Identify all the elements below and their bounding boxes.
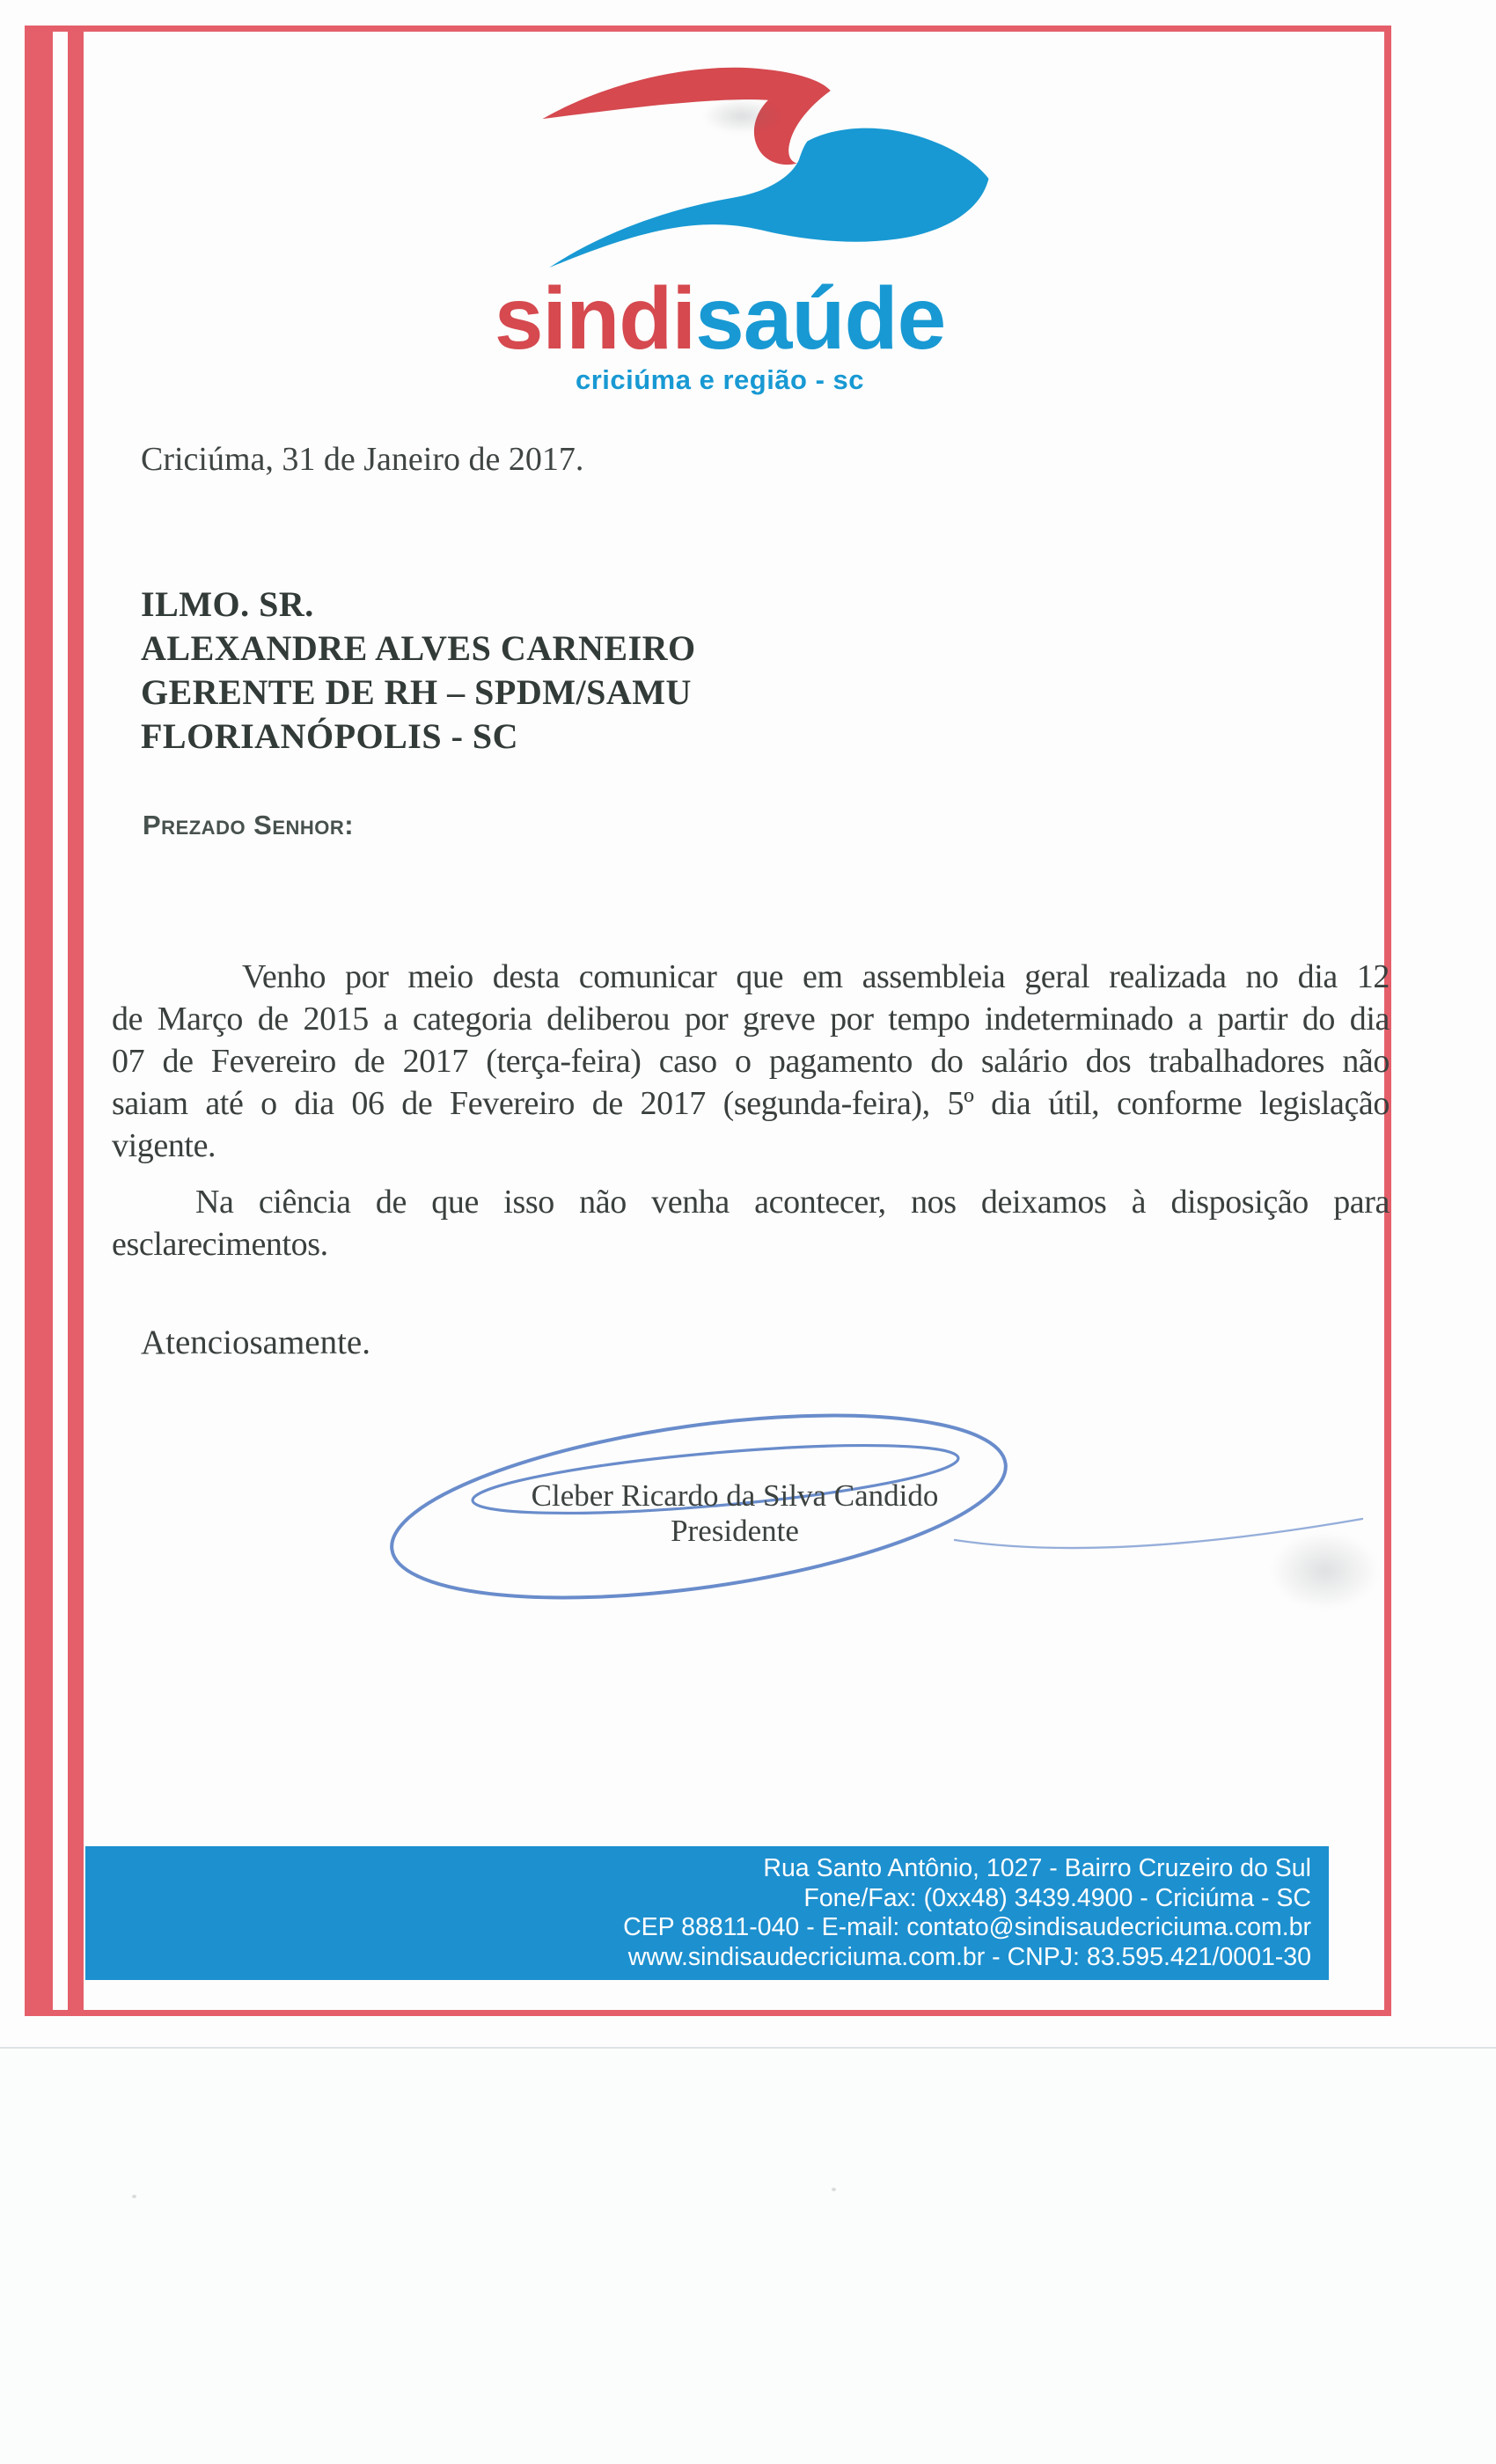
body-line: Venho por meio desta comunicar que em assembleia geral realizada no dia 12 [242, 958, 1390, 995]
recipient-block [141, 583, 696, 759]
scanner-background [0, 2049, 1496, 2464]
body-line: vigente. [112, 1127, 216, 1164]
body-paragraph-1 [112, 956, 1390, 1167]
logo-wordmark [104, 269, 1336, 368]
scan-speck [832, 2188, 836, 2191]
frame-bottom-rule [25, 2010, 1391, 2016]
signature-title: Presidente [671, 1514, 799, 1548]
date-line: Criciúma, 31 de Janeiro de 2017. [141, 441, 584, 478]
frame-top-rule [25, 26, 1391, 32]
scan-speck [132, 2195, 136, 2198]
frame-left-stripe-wide [25, 26, 53, 2016]
logo-subtitle: criciúma e região - sc [575, 364, 865, 395]
body-line: de Março de 2015 a categoria deliberou por greve por tempo indeterminado a partir do dia [112, 1001, 1390, 1038]
body-paragraph-2 [112, 1181, 1390, 1265]
frame-left-stripe-narrow [68, 26, 84, 2016]
scan-smudge [1270, 1531, 1380, 1610]
sindisaude-swoosh-icon [524, 62, 1003, 272]
body-line: saiam até o dia 06 de Fevereiro de 2017 (segunda-feira), 5º dia útil, conforme legislação [112, 1085, 1390, 1122]
salutation: Prezado Senhor: [143, 810, 355, 840]
footer-line-email: CEP 88811-040 - E-mail: contato@sindisaudecriciuma.com.br [623, 1913, 1311, 1941]
signature-name: Cleber Ricardo da Silva Candido [531, 1478, 939, 1513]
logo-wordmark-saude: saúde [695, 269, 946, 368]
footer-line-phone: Fone/Fax: (0xx48) 3439.4900 - Criciúma - SC [803, 1883, 1311, 1912]
closing: Atenciosamente. [141, 1324, 370, 1361]
recipient-line: FLORIANÓPOLIS - SC [141, 716, 519, 756]
recipient-line: ALEXANDRE ALVES CARNEIRO [141, 628, 696, 668]
footer-line-address: Rua Santo Antônio, 1027 - Bairro Cruzeiro do Sul [763, 1854, 1311, 1882]
body-line: 07 de Fevereiro de 2017 (terça-feira) caso o pagamento do salário dos trabalhadores não [112, 1043, 1390, 1080]
recipient-line: GERENTE DE RH – SPDM/SAMU [141, 672, 692, 712]
footer-line-website-cnpj: www.sindisaudecriciuma.com.br - CNPJ: 83.595.421/0001-30 [627, 1942, 1311, 1971]
recipient-line: ILMO. SR. [141, 584, 314, 624]
paper-edge-line [0, 2047, 1496, 2049]
signature-block [405, 1478, 1065, 1549]
body-line: esclarecimentos. [112, 1226, 328, 1263]
scan-smudge [702, 99, 781, 134]
logo-wordmark-sindi: sindi [494, 269, 696, 368]
body-line: Na ciência de que isso não venha acontecer, nos deixamos à disposição para [195, 1184, 1390, 1221]
footer-address-bar [85, 1846, 1329, 1980]
